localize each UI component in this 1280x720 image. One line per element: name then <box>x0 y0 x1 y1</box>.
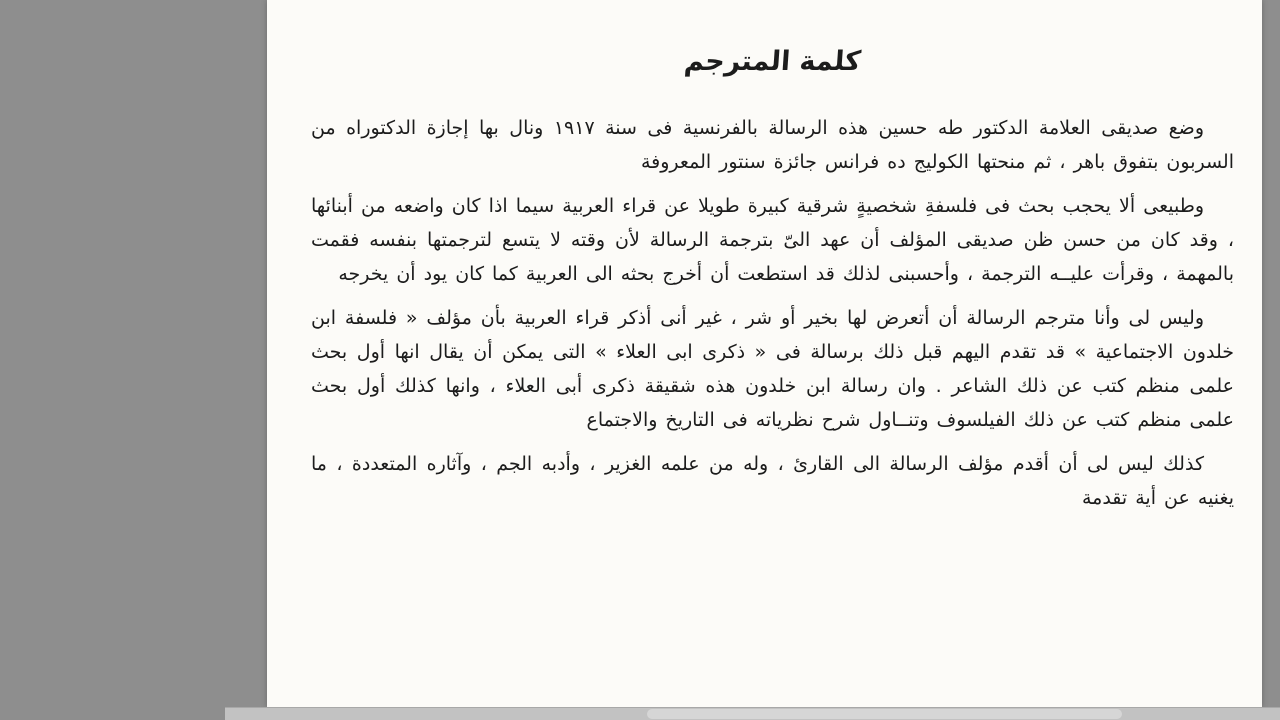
document-page <box>267 0 1262 708</box>
page-title: كلمة المترجم <box>683 46 862 77</box>
page-content <box>267 0 1262 515</box>
paragraph: وليس لى وأنا مترجم الرسالة أن أتعرض لها بخير أو شر ، غير أنى أذكر قراء العربية بأن مؤلف « فلسفة ابن خلدون الاجتماعية » قد تقدم اليهم قبل ذلك برسالة فى « ذكرى ابى العلاء » التى يمكن أن يقال انها أول بحث علمى منظم كتب عن ذلك الشاعر . وان رسالة ابن خلدون هذه شقيقة ذكرى أبى العلاء ، وانها كذلك أول بحث علمى منظم كتب عن ذلك الفيلسوف وتنــاول شرح نظرياته فى التاريخ والاجتماع <box>311 307 1234 431</box>
paragraph: وطبيعى ألا يحجب بحث فى فلسفةِ شخصيةٍ شرقية كبيرة طويلا عن قراء العربية سيما اذا كان واضعه من أبنائها ، وقد كان من حسن ظن صديقى المؤلف أن عهد الىّ بترجمة الرسالة لأن وقته لا يتسع لترجمتها بنفسه فقمت بالمهمة ، وقرأت عليــه الترجمة ، وأحسبنى لذلك قد استطعت أن أخرج بحثه الى العربية كما كان يود أن يخرجه <box>311 195 1234 285</box>
scrollbar-thumb[interactable] <box>647 709 1122 719</box>
paragraph: وضع صديقى العلامة الدكتور طه حسين هذه الرسالة بالفرنسية فى سنة ١٩١٧ ونال بها إجازة الدكتوراه من السربون بتفوق باهر ، ثم منحتها الكوليج ده فرانس جائزة سنتور المعروفة <box>311 117 1234 173</box>
horizontal-scrollbar[interactable] <box>225 707 1280 720</box>
paragraph: كذلك ليس لى أن أقدم مؤلف الرسالة الى القارئ ، وله من علمه الغزير ، وأدبه الجم ، وآثاره المتعددة ، ما يغنيه عن أية تقدمة <box>311 453 1234 509</box>
